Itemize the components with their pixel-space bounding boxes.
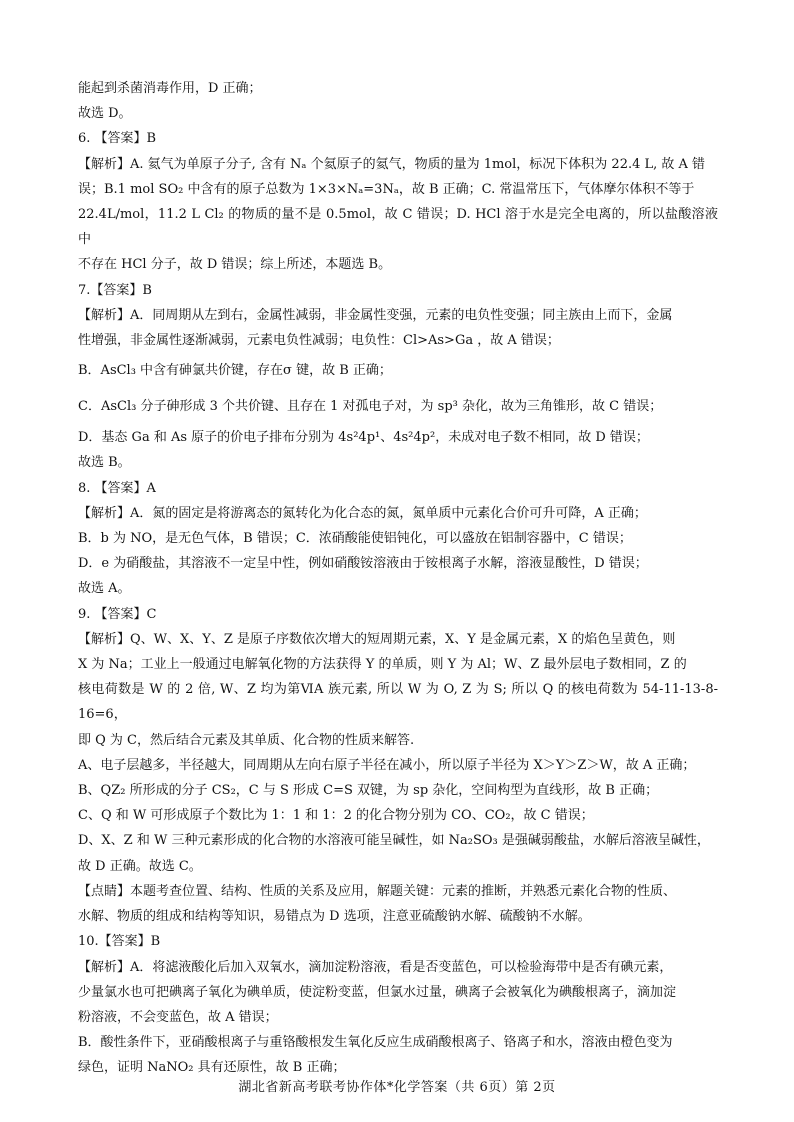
text-line: 绿色，证明 NaNO₂ 具有还原性，故 B 正确； [78, 1060, 346, 1076]
page-footer: 湖北省新高考联考协作体*化学答案（共 6页）第 2页 [238, 1080, 556, 1095]
answer-heading: 9. 【答案】C [78, 606, 157, 622]
answer-heading: 10.【答案】B [78, 934, 161, 950]
text-line: 【点睛】本题考查位置、结构、性质的关系及应用，解题关键：元素的推断，并熟悉元素化合物的性质、 [78, 883, 677, 899]
text-line: 即 Q 为 C，然后结合元素及其单质、化合物的性质来解答. [78, 732, 415, 748]
text-line: 误；B.1 mol SO₂ 中含有的原子总数为 1×3×Nₐ=3Nₐ，故 B 正确；C. 常温常压下，气体摩尔体积不等于 [78, 181, 695, 197]
text-line: B．AsCl₃ 中含有砷氯共价键，存在σ 键，故 B 正确； [78, 363, 392, 379]
text-line: 性增强，非金属性逐渐减弱，元素电负性减弱；电负性：Cl>As>Ga ，故 A 错误； [78, 333, 560, 349]
text-line: X 为 Na；工业上一般通过电解氧化物的方法获得 Y 的单质，则 Y 为 Al；W、Z 最外层电子数相同，Z 的 [78, 657, 687, 673]
text-line: 22.4L/mol，11.2 L Cl₂ 的物质的量不是 0.5mol，故 C 错误；D. HCl 溶于水是完全电离的，所以盐酸溶液中 [78, 207, 718, 248]
text-line: 水解、物质的组成和结构等知识，易错点为 D 选项，注意亚硫酸钠水解、硫酸钠不水解。 [78, 909, 591, 925]
text-line: 【解析】A．将滤液酸化后加入双氧水，滴加淀粉溶液，看是否变蓝色，可以检验海带中是否有碘元素， [78, 959, 673, 975]
answer-heading: 8. 【答案】A [78, 480, 156, 496]
text-line: C、Q 和 W 可形成原子个数比为 1：1 和 1：2 的化合物分别为 CO、CO₂，故 C 错误； [78, 808, 594, 824]
text-line: 【解析】A．氮的固定是将游离态的氮转化为化合态的氮，氮单质中元素化合价可升可降，A 正确； [78, 505, 647, 521]
text-line: 【解析】A. 氦气为单原子分子, 含有 Nₐ 个氦原子的氦气，物质的量为 1mol，标况下体积为 22.4 L, 故 A 错 [78, 156, 706, 172]
text-line: 不存在 HCl 分子，故 D 错误；综上所述，本题选 B。 [78, 257, 392, 273]
text-line: 故 D 正确。故选 C。 [78, 858, 202, 874]
text-line: D．基态 Ga 和 As 原子的价电子排布分别为 4s²4p¹、4s²4p²，未成对电子数不相同，故 D 错误； [78, 430, 649, 446]
text-line: B．b 为 NO，是无色气体，B 错误；C．浓硝酸能使铝钝化，可以盛放在铝制容器中，C 错误； [78, 531, 632, 547]
text-line: D、X、Z 和 W 三种元素形成的化合物的水溶液可能呈碱性，如 Na₂SO₃ 是强碱弱酸盐，水解后溶液呈碱性， [78, 833, 710, 849]
text-line: 核电荷数是 W 的 2 倍, W、Z 均为第ⅥA 族元素, 所以 W 为 O, Z 为 S; 所以 Q 的核电荷数为 54-11-13-8-16=6， [78, 682, 718, 723]
text-line: 故选 D。 [78, 106, 132, 122]
text-line: 【解析】A．同周期从左到右，金属性减弱，非金属性变强，元素的电负性变强；同主族由上而下，金属 [78, 307, 673, 323]
text-line: 故选 B。 [78, 455, 131, 471]
text-line: B、QZ₂ 所形成的分子 CS₂，C 与 S 形成 C=S 双键，为 sp 杂化，空间构型为直线形，故 B 正确； [78, 783, 659, 799]
document-body [78, 76, 718, 1081]
text-line: 少量氯水也可把碘离子氧化为碘单质，使淀粉变蓝，但氯水过量，碘离子会被氧化为碘酸根离子，滴加淀 [78, 984, 677, 1000]
text-line: 粉溶液，不会变蓝色，故 A 错误； [78, 1009, 278, 1025]
text-line: 能起到杀菌消毒作用，D 正确； [78, 81, 262, 96]
text-line: D．e 为硝酸盐，其溶液不一定呈中性，例如硝酸铵溶液由于铵根离子水解，溶液显酸性，D 错误； [78, 556, 648, 572]
text-line: B．酸性条件下，亚硝酸根离子与重铬酸根发生氧化反应生成硝酸根离子、铬离子和水，溶液由橙色变为 [78, 1035, 673, 1051]
text-line: 故选 A。 [78, 581, 131, 597]
text-line: 【解析】Q、W、X、Y、Z 是原子序数依次增大的短周期元素，X、Y 是金属元素，X 的焰色呈黄色，则 [78, 631, 676, 647]
answer-heading: 6. 【答案】B [78, 131, 157, 147]
text-line: C．AsCl₃ 分子砷形成 3 个共价键、且存在 1 对孤电子对，为 sp³ 杂化，故为三角锥形，故 C 错误； [78, 399, 663, 415]
text-line: A、电子层越多，半径越大，同周期从左向右原子半径在减小，所以原子半径为 X＞Y＞Z＞W，故 A 正确； [78, 757, 696, 773]
answer-heading: 7.【答案】B [78, 282, 152, 298]
